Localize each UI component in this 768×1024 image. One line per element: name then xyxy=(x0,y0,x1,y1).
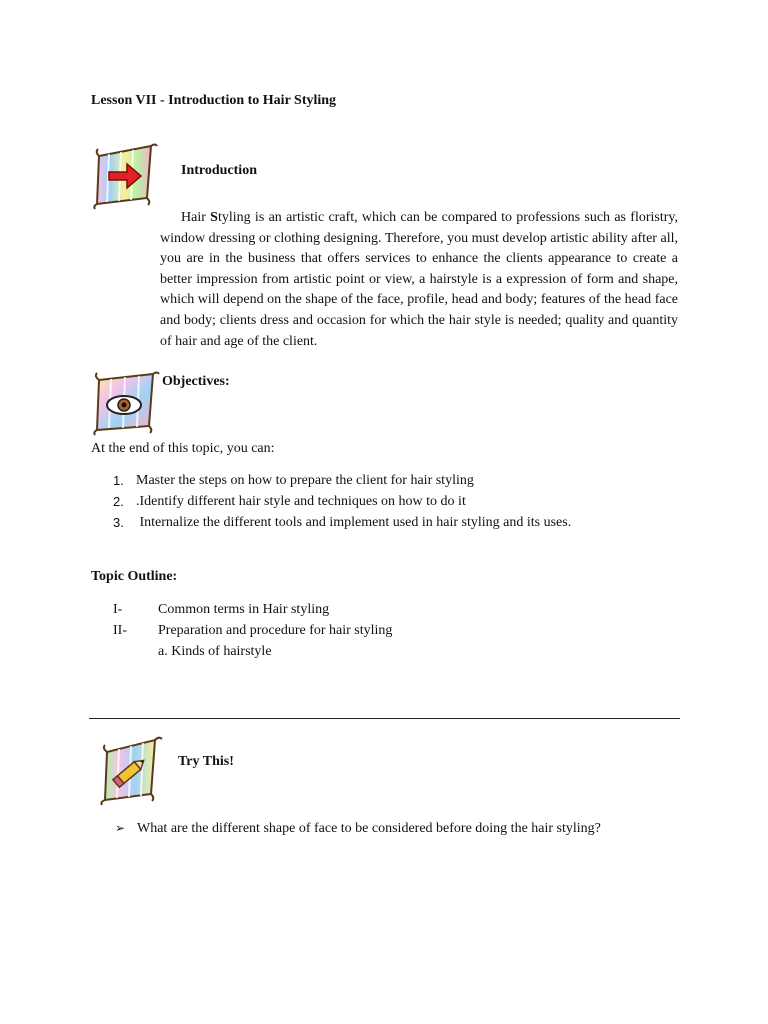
introduction-paragraph xyxy=(160,208,678,352)
list-text: Master the steps on how to prepare the client for hair styling xyxy=(136,473,474,488)
objectives-lead: At the end of this topic, you can: xyxy=(91,441,275,456)
try-this-heading: Try This! xyxy=(178,754,234,769)
outline-numeral: I- xyxy=(113,602,123,617)
arrow-bullet-icon: ➢ xyxy=(115,821,126,835)
list-text: .Identify different hair style and techniques on how to do it xyxy=(136,494,466,509)
outline-numeral: II- xyxy=(113,623,127,638)
introduction-heading: Introduction xyxy=(181,163,257,178)
paragraph-bold-letter: S xyxy=(210,210,218,225)
list-text: Internalize the different tools and implement used in hair styling and its uses. xyxy=(136,515,572,530)
eye-banner-icon xyxy=(91,366,163,438)
outline-text: Common terms in Hair styling xyxy=(158,602,330,617)
paragraph-rest: tyling is an artistic craft, which can be compared to professions such as floristry, window dressing or clothing designing. Therefore, you must develop artistic ability after all, you are in the business that offers services to enhance the clients appearance to create a better impression from artistic point or view, a hairstyle is a expression of form and shape, which will depend on the shape of the face, profile, head and body; features of the head face and body; clients dress and occasion for which the hair style is needed; quality and quantity of hair and age of the client. xyxy=(160,210,678,349)
outline-text: a. Kinds of hairstyle xyxy=(158,644,272,659)
objectives-heading: Objectives: xyxy=(162,374,230,389)
topic-outline-heading: Topic Outline: xyxy=(91,569,178,584)
section-divider xyxy=(89,718,680,719)
arrow-banner-icon xyxy=(91,140,163,212)
list-number: 3. xyxy=(113,515,124,530)
pencil-banner-icon xyxy=(97,734,169,806)
question-text: What are the different shape of face to be considered before doing the hair styling? xyxy=(137,821,601,836)
lesson-title: Lesson VII - Introduction to Hair Styling xyxy=(91,93,337,108)
list-number: 1. xyxy=(113,473,124,488)
paragraph-lead: Hair xyxy=(181,210,211,225)
list-number: 2. xyxy=(113,494,124,509)
outline-text: Preparation and procedure for hair styling xyxy=(158,623,393,638)
